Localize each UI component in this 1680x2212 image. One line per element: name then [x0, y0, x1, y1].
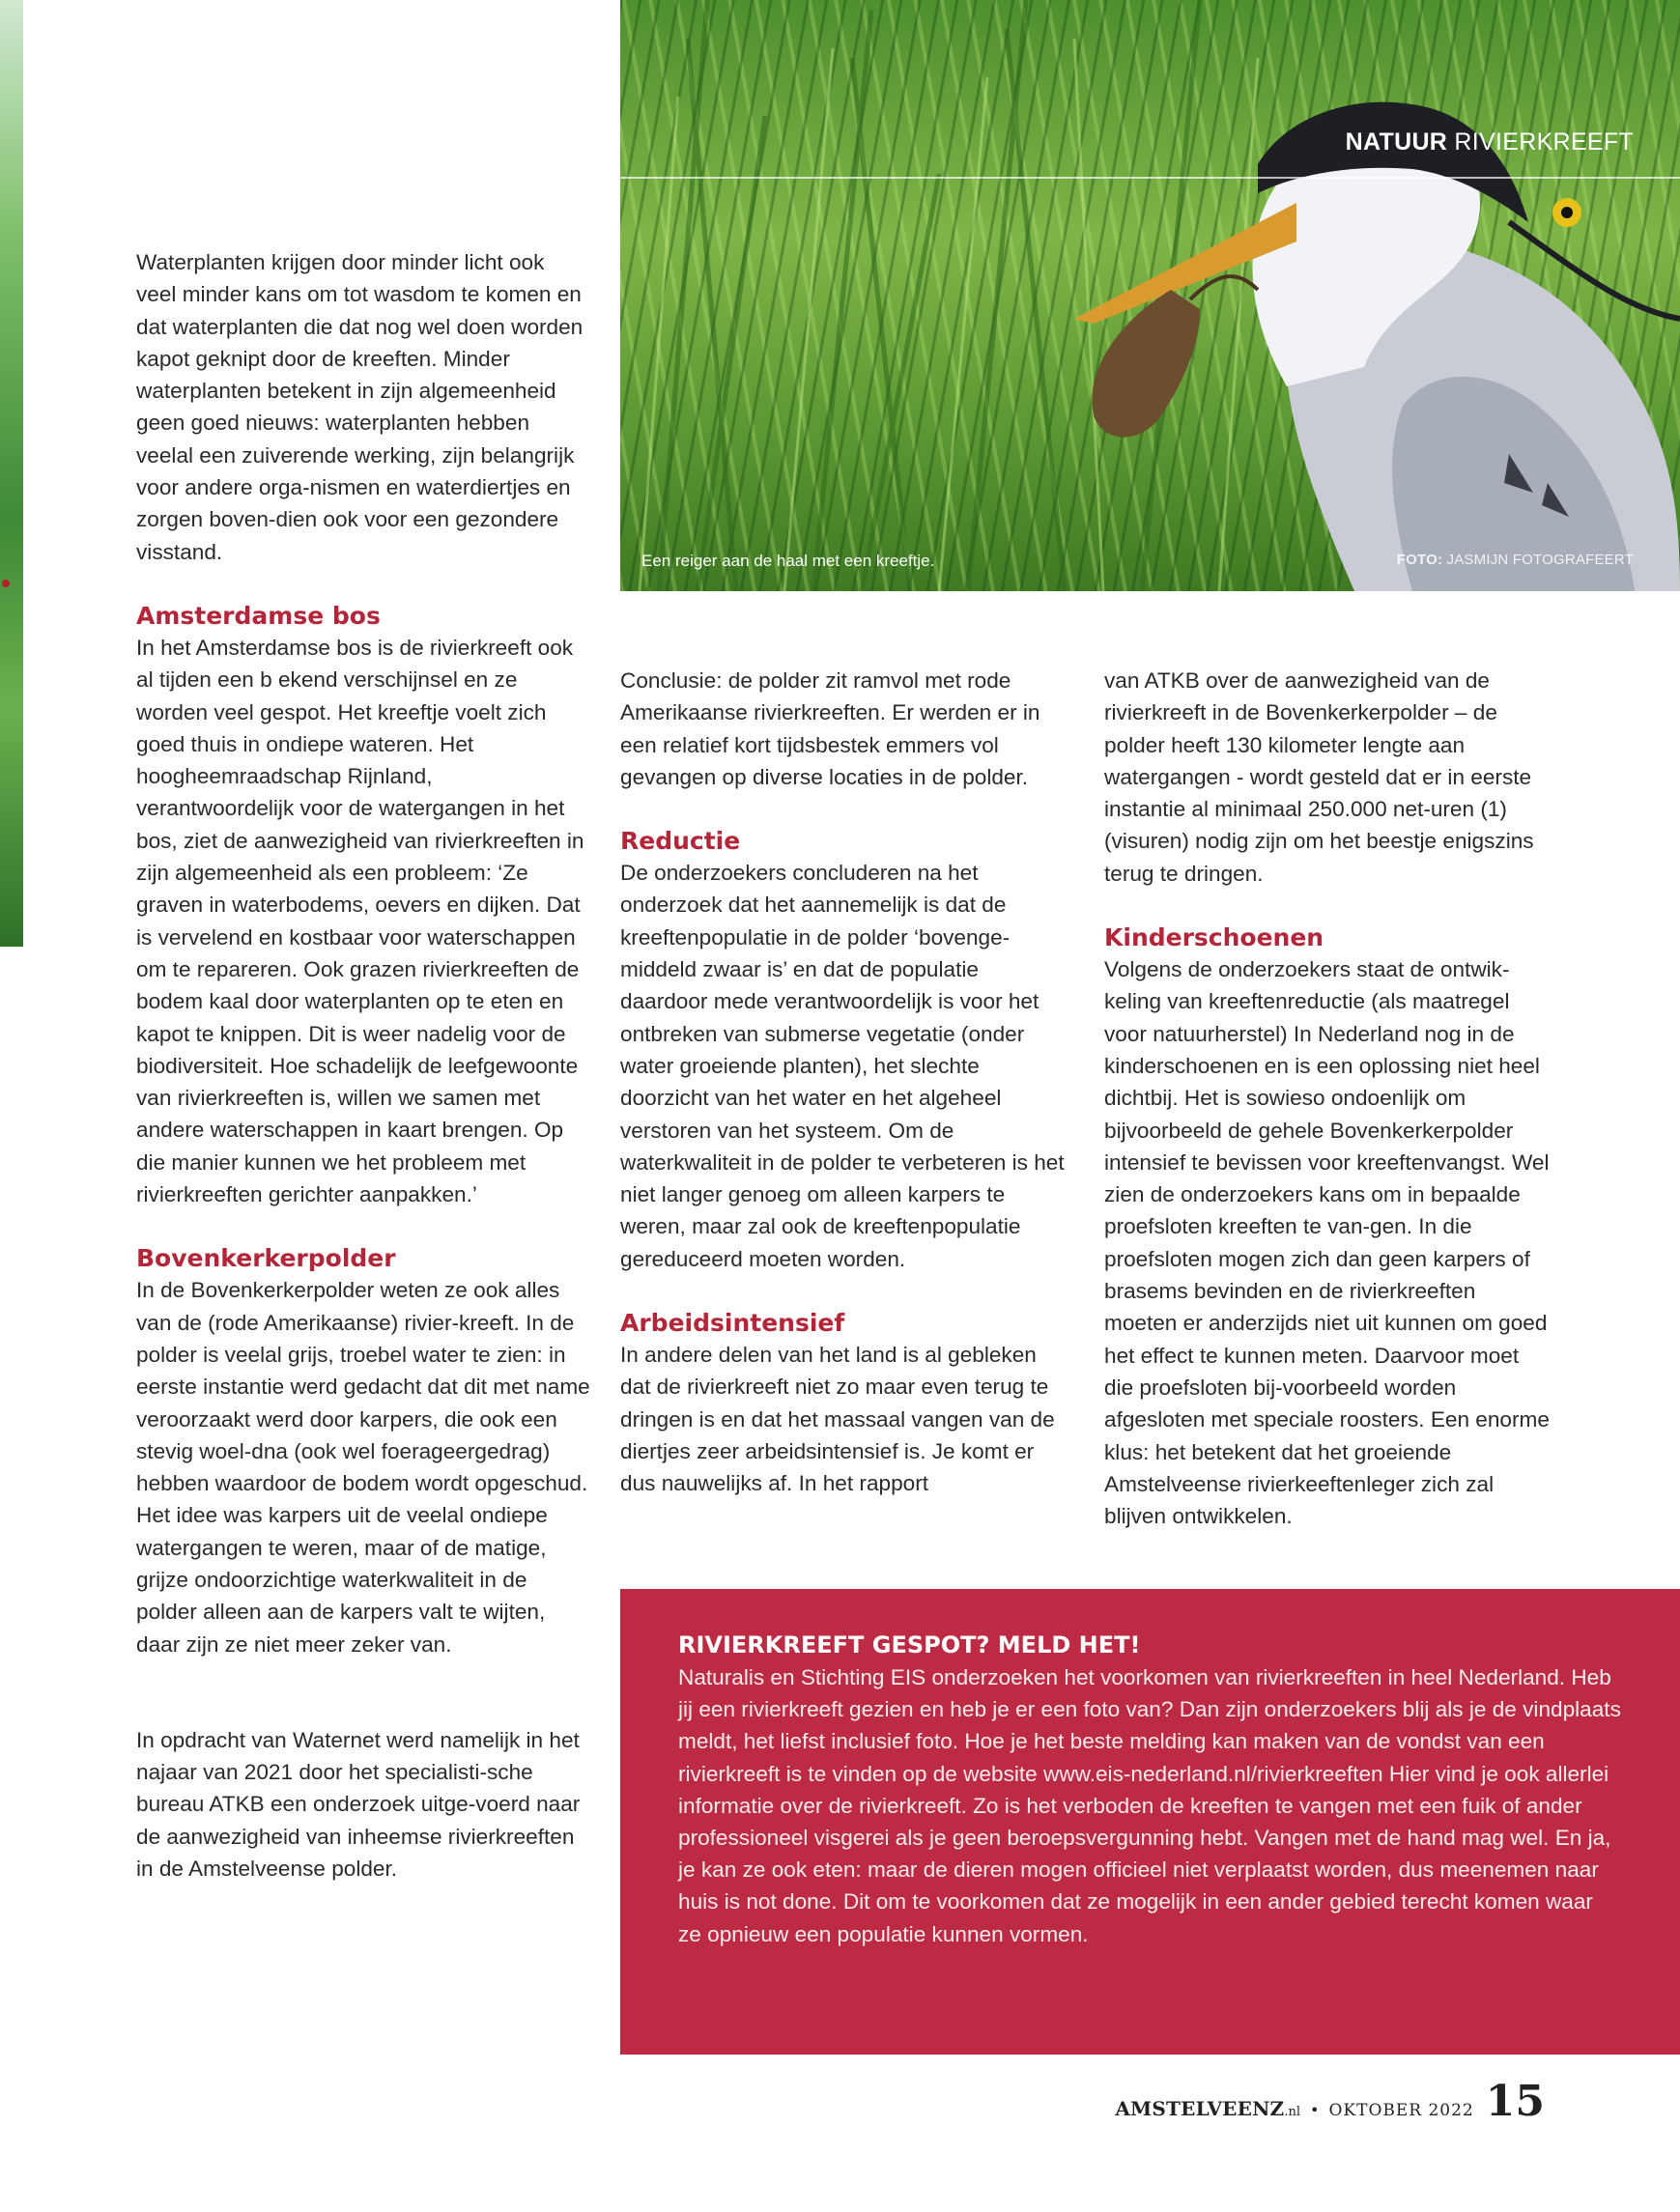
left-photo-strip [0, 0, 23, 947]
section-label [1346, 128, 1634, 156]
paragraph-reductie: De onderzoekers concluderen na het onderzoek dat het aannemelijk is dat de kreeftenpopulatie in de polder ‘bovenge-middeld zwaar is’ en dat de populatie daardoor mede verantwoordelijk is voor het ontbreken van submerse vegetatie (onder water groeiende planten), het slechte doorzicht van het water en het algeheel verstoren van het systeem. Om de waterkwaliteit in de polder te verbeteren is het niet langer genoeg om alleen karpers te weren, maar zal ook de kreeftenpopulatie gereduceerd moeten worden. [620, 861, 1065, 1271]
footer-separator: • [1310, 2101, 1320, 2119]
section-topic: RIVIERKREEFT [1454, 128, 1634, 156]
callout-title: RIVIERKREEFT GESPOT? MELD HET! [678, 1631, 1141, 1659]
heading-reductie: Reductie [620, 827, 741, 856]
paragraph-amsterdamse-bos: In het Amsterdamse bos is de rivierkreeft ook al tijden een b ekend verschijnsel en ze worden veel gespot. Het kreeftje voelt zich goed thuis in ondiepe wateren. Het hoogheemraadschap Rijnland, verantwoordelijk voor de watergangen in het bos, ziet de aanwezigheid van rivierkreeften in zijn algemeenheid als een probleem: ‘Ze graven in waterbodems, oevers en dijken. Dat is vervelend en kostbaar voor waterschappen om te repareren. Ook grazen rivierkreeften de bodem kaal door waterplanten op te eten en kapot te knippen. Dit is weer nadelig voor de biodiversiteit. Hoe schadelijk de leefgewoonte van rivierkreeften is, willen we samen met andere waterschappen in kaart brengen. Op die manier kunnen we het probleem met rivierkreeften gerichter aanpakken.’ [136, 635, 584, 1207]
heron-photo [620, 0, 1680, 591]
intro-paragraph: Waterplanten krijgen door minder licht ook veel minder kans om tot wasdom te komen en dat waterplanten die dat nog wel doen worden kapot geknipt door de kreeften. Minder waterplanten betekent in zijn algemeenheid geen goed nieuws: waterplanten hebben veelal een zuiverende werking, zijn belangrijk voor andere orga-nismen en waterdiertjes en zorgen boven-dien ook voor een gezondere visstand. [136, 250, 584, 564]
column-3 [1104, 665, 1553, 1532]
paragraph-arbeidsintensief: In andere delen van het land is al gebleken dat de rivierkreeft niet zo maar even terug te dringen is en dat het massaal vangen van de diertjes zeer arbeidsintensief is. Je komt er dus nauwelijks af. In het rapport [620, 1343, 1055, 1496]
heading-bovenkerkerpolder: Bovenkerkerpolder [136, 1244, 396, 1273]
column-1 [136, 246, 590, 1885]
photo-credit [1397, 552, 1634, 568]
column-2 [620, 665, 1067, 1500]
photo-caption: Een reiger aan de haal met een kreeftje. [641, 552, 935, 570]
photo-credit-name: JASMIJN FOTOGRAFEERT [1446, 552, 1634, 568]
heading-arbeidsintensief: Arbeidsintensief [620, 1309, 845, 1338]
heading-amsterdamse-bos: Amsterdamse bos [136, 601, 381, 630]
section-category: NATUUR [1345, 128, 1448, 156]
heron-illustration [620, 0, 1680, 591]
paragraph-kinderschoenen: Volgens de onderzoekers staat de ontwik-keling van kreeftenreductie (als maatregel voor natuurherstel) In Nederland nog in de kinderschoenen en is een oplossing niet heel dichtbij. Het is sowieso ondoenlijk om bijvoorbeeld de gehele Bovenkerkerpolder intensief te bevissen voor kreeftenvangst. Wel zien de onderzoekers kans om in bepaalde proefsloten kreeften te van-gen. In die proefsloten mogen zich dan geen karpers of brasems bevinden en de rivierkreeften moeten er anderzijds niet uit kunnen om goed het effect te kunnen meten. Daarvoor moet die proefsloten bij-voorbeeld worden afgesloten met speciale roosters. Een enorme klus: het betekent dat het groeiende Amstelveense rivierkeeftenleger zich zal blijven ontwikkelen. [1104, 957, 1550, 1529]
magazine-domain: .nl [1284, 2105, 1301, 2119]
paragraph-conclusie: Conclusie: de polder zit ramvol met rode Amerikaanse rivierkreeften. Er werden er in een relatief kort tijdsbestek emmers vol gevangen op diverse locaties in de polder. [620, 668, 1040, 789]
heading-kinderschoenen: Kinderschoenen [1104, 923, 1324, 952]
issue-date: OKTOBER 2022 [1328, 2101, 1474, 2120]
page-footer [1115, 2077, 1545, 2125]
heron-pupil [1561, 207, 1573, 218]
photo-credit-label: FOTO: [1396, 552, 1443, 568]
magazine-brand: AMSTELVEENZ [1115, 2097, 1285, 2120]
paragraph-waternet: In opdracht van Waternet werd namelijk in het najaar van 2021 door het specialisti-sche bureau ATKB een onderzoek uitge-voerd naar de aanwezigheid van inheemse rivierkreeften in de Amstelveense polder. [136, 1727, 581, 1882]
paragraph-bovenkerkerpolder: In de Bovenkerkerpolder weten ze ook alles van de (rode Amerikaanse) rivier-kreeft. In de polder is veelal grijs, troebel water te zien: in eerste instantie werd gedacht dat dit met name veroorzaakt werd door karpers, die ook een stevig woel-dna (ook wel foerageergedrag) hebben waardoor de bodem wordt opgeschud. Het idee was karpers uit de veelal ondiepe watergangen te weren, maar of de matige, grijze ondoorzichtige waterkwaliteit in de polder alleen aan de karpers valt te wijten, daar zijn ze niet meer zeker van. [136, 1278, 590, 1657]
callout-box [620, 1589, 1680, 2055]
section-rule [620, 177, 1680, 179]
flower-dot [2, 580, 10, 587]
callout-body: Naturalis en Stichting EIS onderzoeken het voorkomen van rivierkreeften in heel Nederland. Heb jij een rivierkreeft gezien en heb je er een foto van? Dan zijn onderzoekers blij als je de vindplaats meldt, het liefst inclusief foto. Hoe je het beste melding kan maken van de vondst van een rivierkreeft is te vinden op de website www.eis-nederland.nl/rivierkreeften Hier vind je ook allerlei informatie over de rivierkreeft. Zo is het verboden de kreeften te vangen met een fuik of ander professioneel visgerei als je geen beroepsvergunning hebt. Vangen met de hand mag wel. En ja, je kan ze ook eten: maar de dieren mogen officieel niet verplaatst worden, dus meenemen naar huis is not done. Dit om te voorkomen dat ze mogelijk in een ander gebied terecht komen waar ze opnieuw een populatie kunnen vormen. [678, 1665, 1621, 1946]
paragraph-atkb: van ATKB over de aanwezigheid van de rivierkreeft in de Bovenkerkerpolder – de polder heeft 130 kilometer lengte aan watergangen - wordt gesteld dat er in eerste instantie al minimaal 250.000 net-uren (1) (visuren) nodig zijn om het beestje enigszins terug te dringen. [1104, 668, 1534, 886]
page-number: 15 [1485, 2077, 1545, 2126]
